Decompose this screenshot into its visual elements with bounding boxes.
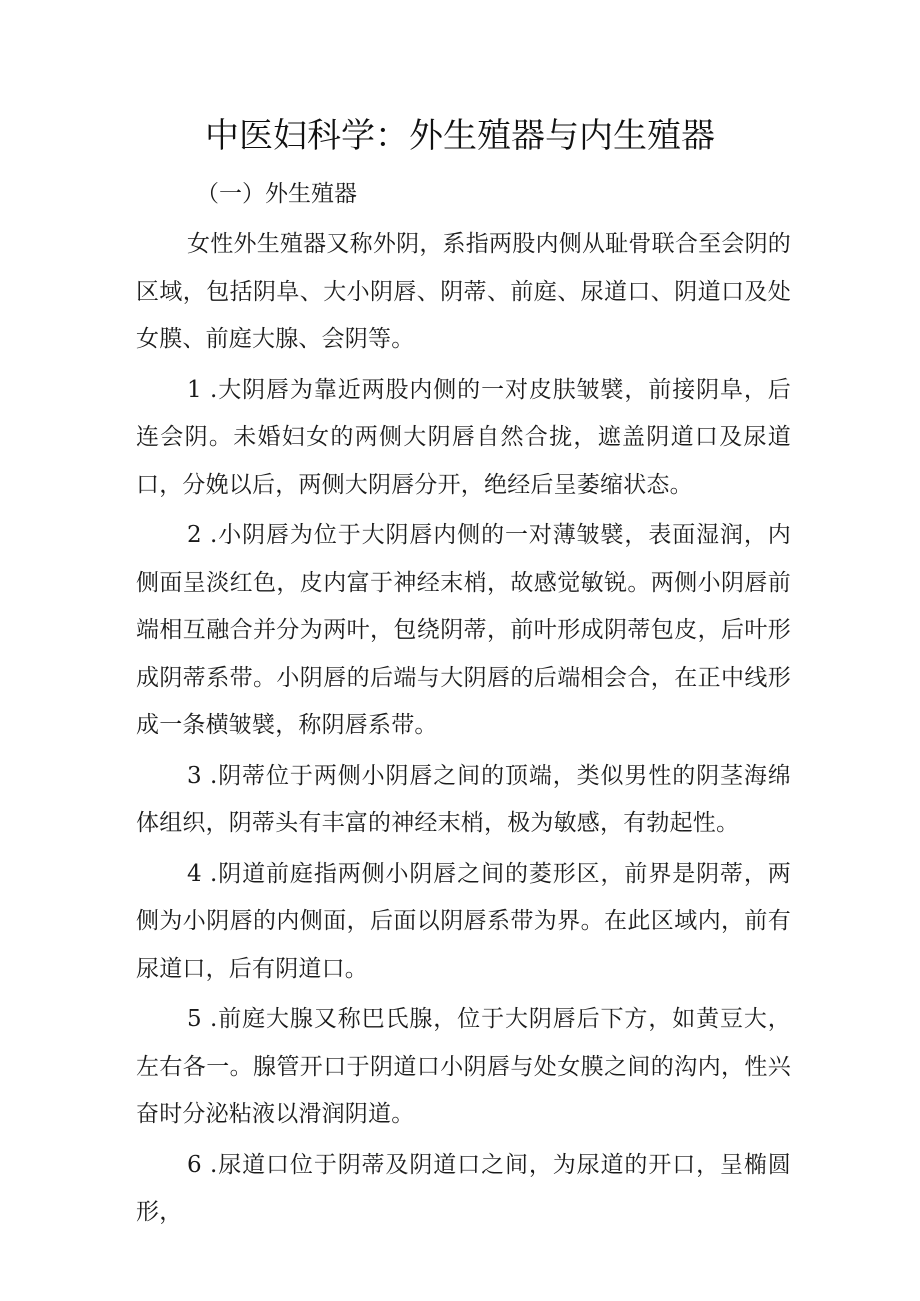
paragraph-4: 4 .阴道前庭指两侧小阴唇之间的菱形区，前界是阴蒂，两侧为小阴唇的内侧面，后面以阴唇系带为界。在此区域内，前有尿道口，后有阴道口。	[136, 860, 791, 982]
paragraph-6: 6 .尿道口位于阴蒂及阴道口之间，为尿道的开口，呈椭圆形，	[136, 1151, 791, 1225]
paragraph-1: 1 .大阴唇为靠近两股内侧的一对皮肤皱襞，前接阴阜，后连会阴。未婚妇女的两侧大阴唇自然合拢，遮盖阴道口及尿道口，分娩以后，两侧大阴唇分开，绝经后呈萎缩状态。	[136, 376, 791, 498]
paragraph-3: 3 .阴蒂位于两侧小阴唇之间的顶端，类似男性的阴茎海绵体组织，阴蒂头有丰富的神经末梢，极为敏感，有勃起性。	[136, 762, 791, 836]
paragraph-5: 5 .前庭大腺又称巴氏腺，位于大阴唇后下方，如黄豆大，左右各一。腺管开口于阴道口小阴唇与处女膜之间的沟内，性兴奋时分泌粘液以滑润阴道。	[136, 1006, 791, 1127]
document-title: 中医妇科学：外生殖器与内生殖器	[205, 116, 715, 156]
paragraph-2: 2 .小阴唇为位于大阴唇内侧的一对薄皱襞，表面湿润，内侧面呈淡红色，皮内富于神经末梢，故感觉敏锐。两侧小阴唇前端相互融合并分为两叶，包绕阴蒂，前叶形成阴蒂包皮，后叶形成阴蒂系带。小阴唇的后端与大阴唇的后端相会合，在正中线形成一条横皱襞，称阴唇系带。	[136, 522, 791, 738]
document-body	[136, 221, 791, 1240]
section-heading: （一）外生殖器	[196, 181, 357, 207]
paragraph-intro: 女性外生殖器又称外阴，系指两股内侧从耻骨联合至会阴的区域，包括阴阜、大小阴唇、阴蒂、前庭、尿道口、阴道口及处女膜、前庭大腺、会阴等。	[136, 231, 791, 352]
